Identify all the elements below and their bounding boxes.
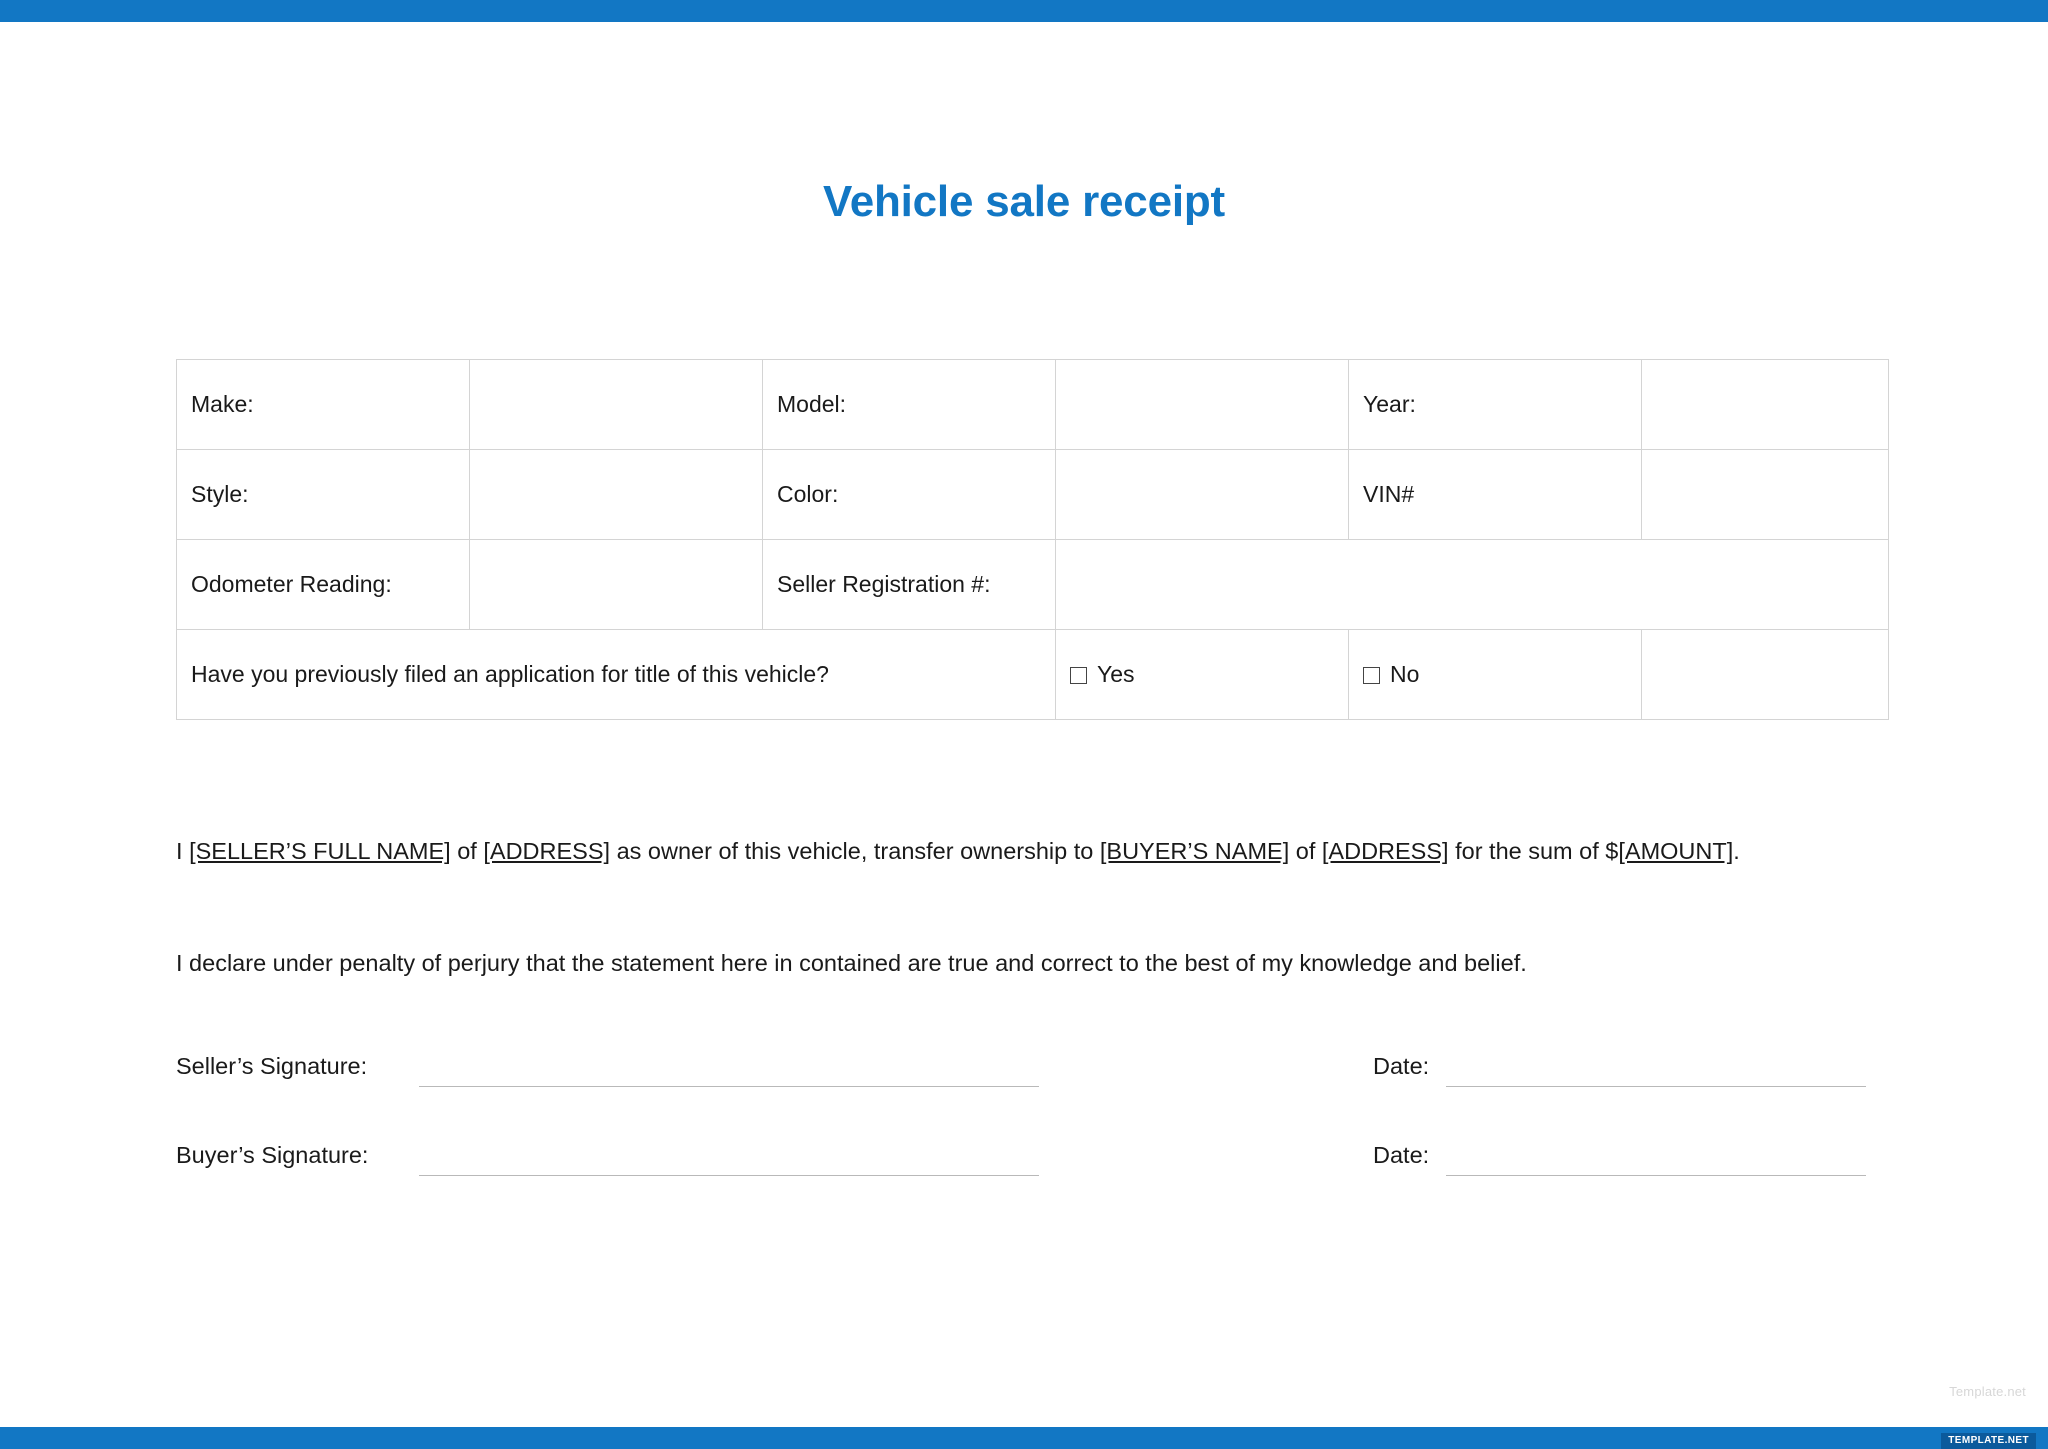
transfer-buyer-address: [ADDRESS] <box>1321 838 1449 864</box>
field-input-style[interactable] <box>470 450 763 540</box>
buyer-signature-line[interactable] <box>419 1175 1039 1176</box>
field-label-model: Model: <box>763 360 1056 450</box>
transfer-text-part6: . <box>1733 838 1740 864</box>
vehicle-details-table <box>176 359 1889 720</box>
transfer-text-part1: I <box>176 838 190 864</box>
buyer-signature-label: Buyer’s Signature: <box>176 1142 369 1168</box>
field-input-vin[interactable] <box>1642 450 1889 540</box>
transfer-seller-name: [SELLER’S FULL NAME] <box>189 838 451 864</box>
field-input-year[interactable] <box>1642 360 1889 450</box>
field-label-odometer: Odometer Reading: <box>177 540 470 630</box>
transfer-text-part2: of <box>450 838 484 864</box>
signature-row-buyer <box>176 1142 1896 1182</box>
field-input-odometer[interactable] <box>470 540 763 630</box>
field-label-style: Style: <box>177 450 470 540</box>
field-input-model[interactable] <box>1056 360 1349 450</box>
checkbox-option-yes[interactable] <box>1056 630 1349 720</box>
field-input-answer-extra[interactable] <box>1642 630 1889 720</box>
seller-date-label: Date: <box>1373 1053 1430 1079</box>
transfer-text-part4: of <box>1289 838 1322 864</box>
checkbox-icon[interactable] <box>1070 667 1087 684</box>
table-row <box>177 630 1889 720</box>
buyer-date-label: Date: <box>1373 1142 1430 1168</box>
seller-date-line[interactable] <box>1446 1086 1866 1087</box>
field-label-color: Color: <box>763 450 1056 540</box>
field-input-seller-registration[interactable] <box>1056 540 1889 630</box>
transfer-amount: [AMOUNT] <box>1618 838 1734 864</box>
question-previous-title-application: Have you previously filed an application for title of this vehicle? <box>177 630 1056 720</box>
transfer-statement <box>176 835 1896 868</box>
document-page <box>0 22 2048 1427</box>
page-title: Vehicle sale receipt <box>822 177 1226 226</box>
checkbox-icon[interactable] <box>1363 667 1380 684</box>
watermark-text: Template.net <box>1949 1384 2026 1399</box>
bottom-accent-bar <box>0 1427 2048 1449</box>
checkbox-label-yes: Yes <box>1097 661 1135 687</box>
transfer-seller-address: [ADDRESS] <box>483 838 611 864</box>
field-input-color[interactable] <box>1056 450 1349 540</box>
signature-row-seller <box>176 1053 1896 1093</box>
field-label-vin: VIN# <box>1349 450 1642 540</box>
checkbox-option-no[interactable] <box>1349 630 1642 720</box>
field-label-make: Make: <box>177 360 470 450</box>
top-accent-bar <box>0 0 2048 22</box>
field-label-year: Year: <box>1349 360 1642 450</box>
buyer-date-line[interactable] <box>1446 1175 1866 1176</box>
table-row <box>177 540 1889 630</box>
seller-signature-label: Seller’s Signature: <box>176 1053 368 1079</box>
watermark-badge: TEMPLATE.NET <box>1941 1433 2036 1449</box>
transfer-buyer-name: [BUYER’S NAME] <box>1099 838 1290 864</box>
checkbox-label-no: No <box>1390 661 1420 687</box>
transfer-text-part5: for the sum of $ <box>1448 838 1619 864</box>
declaration-statement: I declare under penalty of perjury that the statement here in contained are true and correct to the best of my knowledge and belief. <box>176 950 1527 976</box>
field-input-make[interactable] <box>470 360 763 450</box>
table-row <box>177 360 1889 450</box>
table-row <box>177 450 1889 540</box>
field-label-seller-registration: Seller Registration #: <box>763 540 1056 630</box>
seller-signature-line[interactable] <box>419 1086 1039 1087</box>
transfer-text-part3: as owner of this vehicle, transfer ownership to <box>610 838 1100 864</box>
